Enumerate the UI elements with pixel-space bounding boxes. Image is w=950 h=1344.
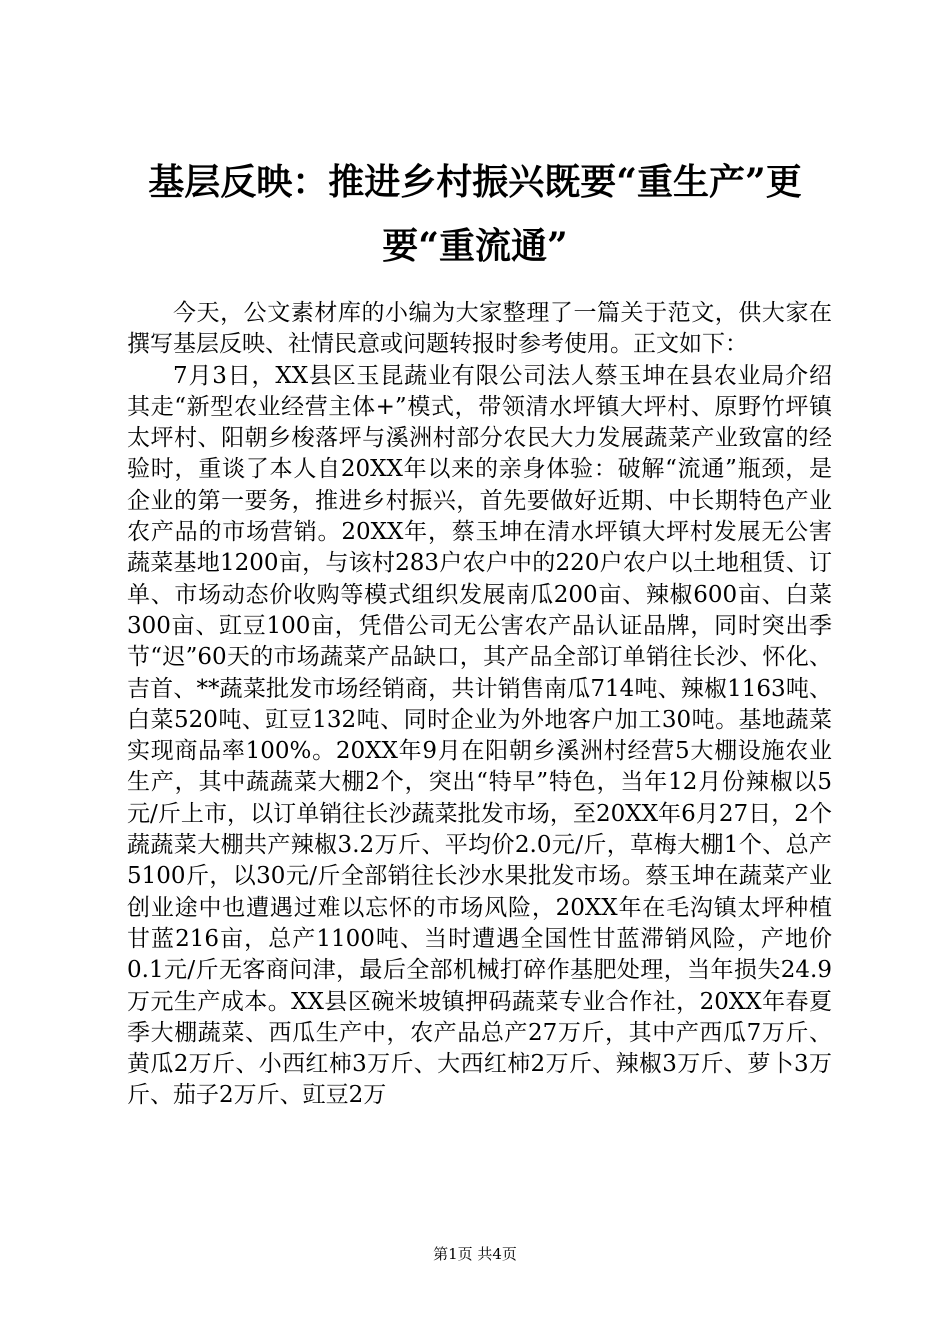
document-title: 基层反映：推进乡村振兴既要“重生产”更要“重流通”	[148, 161, 802, 267]
page-number-footer: 第1页 共4页	[433, 1245, 517, 1263]
body-paragraph: 7月3日，XX县区玉昆蔬业有限公司法人蔡玉坤在县农业局介绍其走“新型农业经营主体+”模式，带领清水坪镇大坪村、原野竹坪镇太坪村、阳朝乡梭落坪与溪洲村部分农民大力发展蔬菜产业致富的经验时，重谈了本人自20XX年以来的亲身体验：破解“流通”瓶颈，是企业的第一要务，推进乡村振兴，首先要做好近期、中长期特色产业农产品的市场营销。20XX年，蔡玉坤在清水坪镇大坪村发展无公害蔬菜基地1200亩，与该村283户农户中的220户农户以土地租赁、订单、市场动态价收购等模式组织发展南瓜200亩、辣椒600亩、白菜300亩、豇豆100亩，凭借公司无公害农产品认证品牌，同时突出季节“迟”60天的市场蔬菜产品缺口，其产品全部订单销往长沙、怀化、吉首、**蔬菜批发市场经销商，共计销售南瓜714吨、辣椒1163吨、白菜520吨、豇豆132吨、同时企业为外地客户加工30吨。基地蔬菜实现商品率100%。20XX年9月在阳朝乡溪洲村经营5大棚设施农业生产，其中蔬蔬菜大棚2个，突出“特早”特色，当年12月份辣椒以5元/斤上市，以订单销往长沙蔬菜批发市场，至20XX年6月27日，2个蔬蔬菜大棚共产辣椒3.2万斤、平均价2.0元/斤，草梅大棚1个、总产5100斤，以30元/斤全部销往长沙水果批发市场。蔡玉坤在蔬菜产业创业途中也遭遇过难以忘怀的市场风险，20XX年在毛沟镇太坪种植甘蓝216亩，总产1100吨、当时遭遇全国性甘蓝滞销风险，产地价0.1元/斤无客商问津，最后全部机械打碎作基肥处理，当年损失24.9万元生产成本。XX县区碗米坡镇押码蔬菜专业合作社，20XX年春夏季大棚蔬菜、西瓜生产中，农产品总产27万斤，其中产西瓜7万斤、黄瓜2万斤、小西红柿3万斤、大西红柿2万斤、辣椒3万斤、萝卜3万斤、茄子2万斤、豇豆2万	[127, 362, 832, 1109]
document-body	[127, 298, 832, 1112]
intro-paragraph: 今天，公文素材库的小编为大家整理了一篇关于范文，供大家在撰写基层反映、社情民意或问题转报时参考使用。正文如下：	[127, 300, 832, 358]
